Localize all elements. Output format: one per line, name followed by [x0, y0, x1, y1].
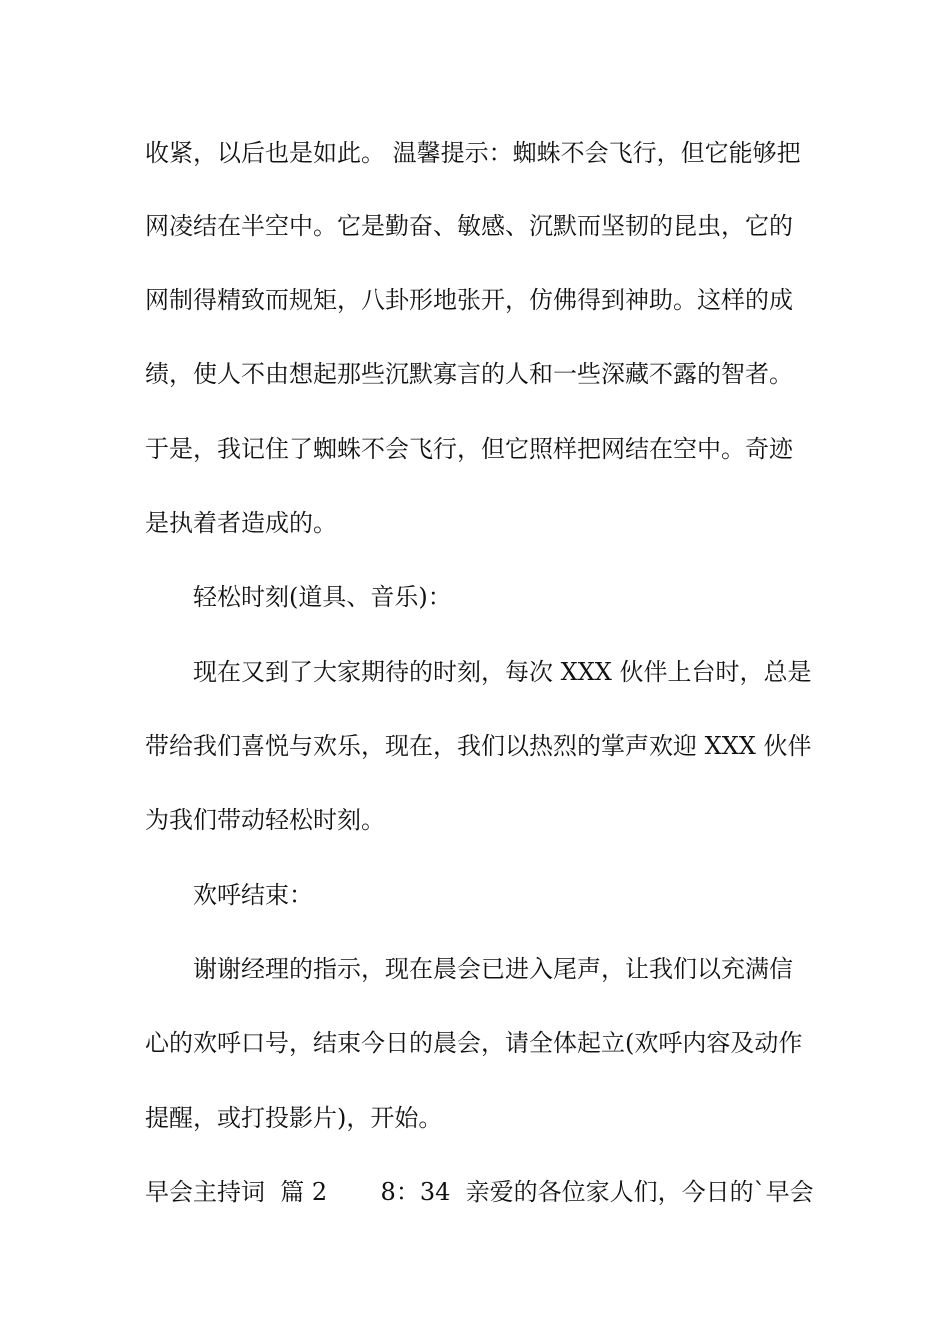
- text-line: 网凌结在半空中。它是勤奋、敏感、沉默而坚韧的昆虫，它的: [145, 212, 793, 240]
- section-title-line: 早会主持词 篇 2 8：34 亲爱的各位家人们，今日的`早会: [145, 1178, 814, 1206]
- text-line: 为我们带动轻松时刻。: [145, 806, 385, 834]
- text-line: 带给我们喜悦与欢乐，现在，我们以热烈的掌声欢迎 XXX 伙伴: [145, 732, 812, 760]
- text-line: 绩，使人不由想起那些沉默寡言的人和一些深藏不露的智者。: [145, 360, 793, 388]
- text-line: 网制得精致而规矩，八卦形地张开，仿佛得到神助。这样的成: [145, 286, 793, 314]
- text-line: 是执着者造成的。: [145, 509, 337, 537]
- section-heading: 欢呼结束：: [193, 881, 313, 909]
- section-heading: 轻松时刻(道具、音乐)：: [193, 583, 452, 611]
- text-line: 于是，我记住了蜘蛛不会飞行，但它照样把网结在空中。奇迹: [145, 435, 793, 463]
- text-line: 收紧，以后也是如此。 温馨提示：蜘蛛不会飞行，但它能够把: [145, 139, 801, 167]
- text-line: 心的欢呼口号，结束今日的晨会，请全体起立(欢呼内容及动作: [145, 1029, 803, 1057]
- text-line: 提醒，或打投影片)，开始。: [145, 1104, 443, 1132]
- text-line: 谢谢经理的指示，现在晨会已进入尾声，让我们以充满信: [193, 955, 793, 983]
- text-line: 现在又到了大家期待的时刻，每次 XXX 伙伴上台时，总是: [193, 658, 812, 686]
